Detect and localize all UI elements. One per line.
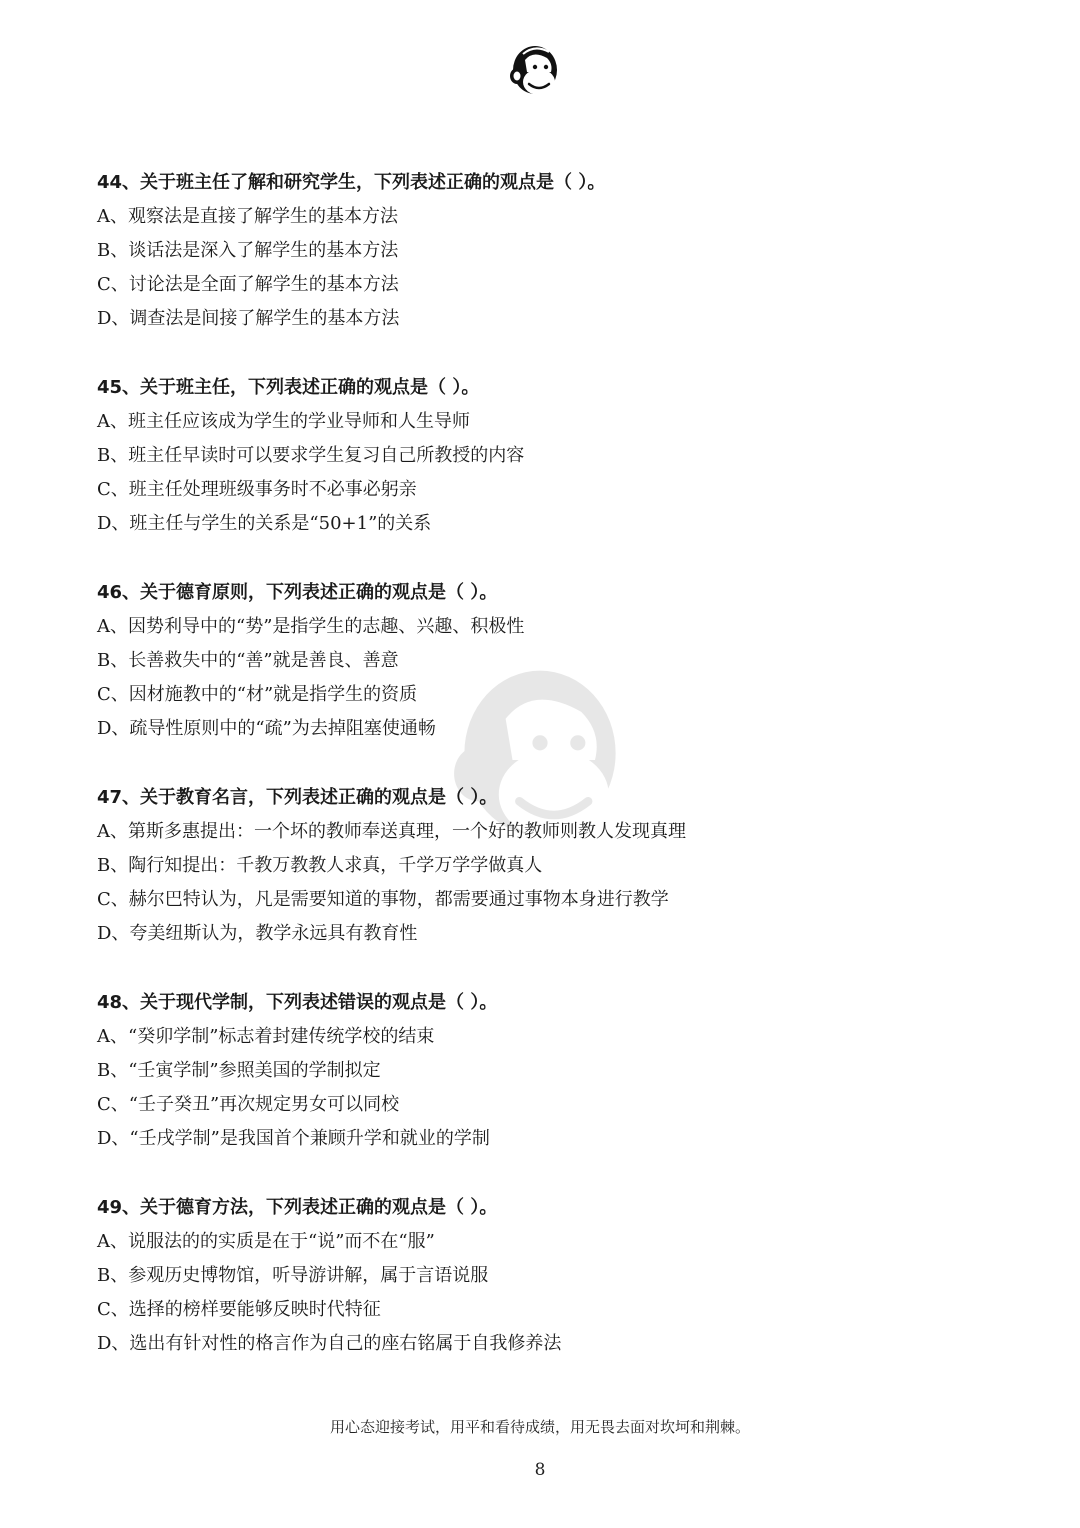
question-stem: 44、关于班主任了解和研究学生，下列表述正确的观点是（ ）。 [97, 172, 606, 193]
question-46 [97, 576, 997, 746]
question-list [97, 166, 997, 1396]
question-stem: 48、关于现代学制，下列表述错误的观点是（ ）。 [97, 992, 498, 1013]
option-a: A、观察法是直接了解学生的基本方法 [97, 206, 398, 227]
option-c: C、赫尔巴特认为，凡是需要知道的事物，都需要通过事物本身进行教学 [97, 889, 669, 910]
question-44 [97, 166, 997, 336]
monkey-mascot-icon [503, 40, 567, 104]
question-stem: 47、关于教育名言，下列表述正确的观点是（ ）。 [97, 787, 498, 808]
option-b: B、长善救失中的“善”就是善良、善意 [97, 650, 399, 671]
question-stem: 49、关于德育方法，下列表述正确的观点是（ ）。 [97, 1197, 498, 1218]
option-d: D、“壬戌学制”是我国首个兼顾升学和就业的学制 [97, 1128, 490, 1149]
option-d: D、调查法是间接了解学生的基本方法 [97, 308, 400, 329]
question-45 [97, 371, 997, 541]
option-a: A、因势利导中的“势”是指学生的志趣、兴趣、积极性 [97, 616, 525, 637]
option-b: B、谈话法是深入了解学生的基本方法 [97, 240, 399, 261]
option-b: B、“壬寅学制”参照美国的学制拟定 [97, 1060, 381, 1081]
option-a: A、说服法的的实质是在于“说”而不在“服” [97, 1231, 435, 1252]
option-c: C、班主任处理班级事务时不必事必躬亲 [97, 479, 417, 500]
option-c: C、讨论法是全面了解学生的基本方法 [97, 274, 399, 295]
option-a: A、第斯多惠提出：一个坏的教师奉送真理，一个好的教师则教人发现真理 [97, 821, 686, 842]
question-stem: 45、关于班主任，下列表述正确的观点是（ ）。 [97, 377, 480, 398]
option-d: D、班主任与学生的关系是“50+1”的关系 [97, 513, 432, 534]
option-c: C、因材施教中的“材”就是指学生的资质 [97, 684, 418, 705]
question-47 [97, 781, 997, 951]
option-b: B、班主任早读时可以要求学生复习自己所教授的内容 [97, 445, 525, 466]
option-b: B、陶行知提出：千教万教教人求真，千学万学学做真人 [97, 855, 543, 876]
option-a: A、“癸卯学制”标志着封建传统学校的结束 [97, 1026, 435, 1047]
question-stem: 46、关于德育原则，下列表述正确的观点是（ ）。 [97, 582, 498, 603]
page-number: 8 [534, 1460, 546, 1480]
option-d: D、夸美纽斯认为，教学永远具有教育性 [97, 923, 418, 944]
option-a: A、班主任应该成为学生的学业导师和人生导师 [97, 411, 470, 432]
option-c: C、选择的榜样要能够反映时代特征 [97, 1299, 381, 1320]
question-48 [97, 986, 997, 1156]
option-d: D、选出有针对性的格言作为自己的座右铭属于自我修养法 [97, 1333, 562, 1354]
question-49 [97, 1191, 997, 1361]
option-b: B、参观历史博物馆，听导游讲解，属于言语说服 [97, 1265, 489, 1286]
option-c: C、“壬子癸丑”再次规定男女可以同校 [97, 1094, 400, 1115]
footer-motto: 用心态迎接考试，用平和看待成绩，用无畏去面对坎坷和荆棘。 [329, 1418, 750, 1436]
option-d: D、疏导性原则中的“疏”为去掉阻塞使通畅 [97, 718, 436, 739]
